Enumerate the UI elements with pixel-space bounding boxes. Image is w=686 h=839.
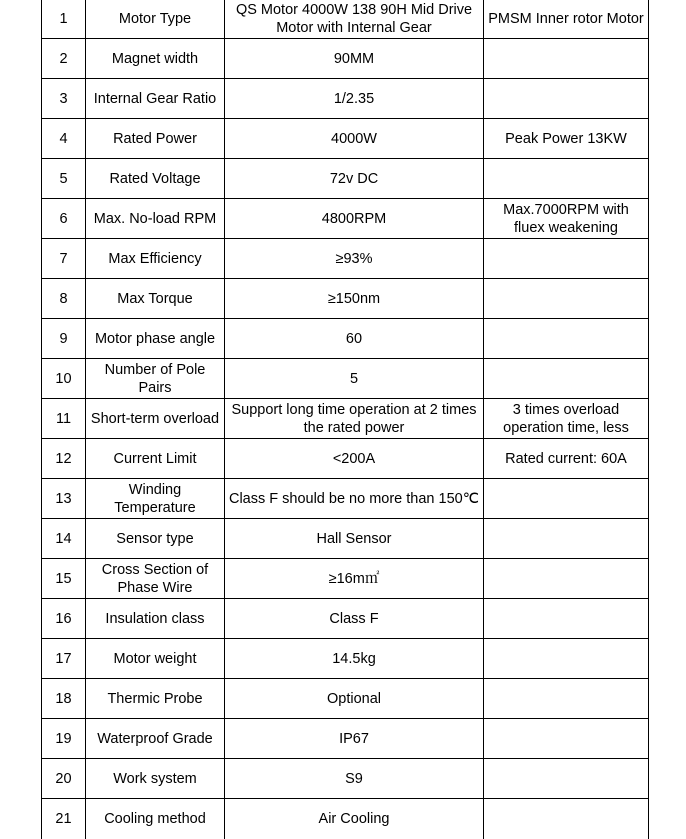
parameter-note-cell (484, 519, 649, 559)
row-number-cell (42, 719, 86, 759)
parameter-value-cell (225, 479, 484, 519)
parameter-value-cell (225, 759, 484, 799)
parameter-name-text: Magnet width (111, 50, 199, 67)
parameter-value-text: Class F should be no more than 150℃ (228, 490, 480, 507)
parameter-name-cell (86, 479, 225, 519)
parameter-note-cell (484, 719, 649, 759)
row-number-text: 10 (55, 370, 72, 387)
parameter-name-cell (86, 0, 225, 39)
parameter-note-text (486, 801, 646, 837)
row-number-text: 18 (55, 690, 72, 707)
parameter-name-text: Motor Type (118, 11, 192, 27)
row-number-text: 14 (55, 530, 72, 547)
table-row (42, 319, 649, 359)
parameter-name-cell (86, 239, 225, 279)
parameter-name-text: Work system (113, 770, 197, 787)
parameter-value-cell (225, 159, 484, 199)
parameter-note-cell (484, 639, 649, 679)
parameter-note-text (486, 761, 646, 797)
parameter-value-text: 60 (345, 330, 363, 347)
row-number-text: 16 (55, 610, 72, 627)
row-number-cell (42, 639, 86, 679)
row-number-cell (42, 759, 86, 799)
parameter-value-cell (225, 239, 484, 279)
row-number-text: 6 (59, 210, 68, 227)
parameter-note-text (486, 721, 646, 757)
table-row (42, 759, 649, 799)
row-number-cell (42, 0, 86, 39)
parameter-name-cell (86, 279, 225, 319)
parameter-note-text (486, 281, 646, 317)
row-number-text: 12 (55, 450, 72, 467)
parameter-note-text: PMSM Inner rotor Motor (488, 11, 644, 27)
row-number-text: 5 (59, 170, 68, 187)
row-number-cell (42, 599, 86, 639)
parameter-value-text: 1/2.35 (333, 90, 375, 107)
parameter-note-text (486, 81, 646, 117)
parameter-note-text: 3 times overload operation time, less (503, 401, 629, 436)
row-number-cell (42, 479, 86, 519)
row-number-cell (42, 239, 86, 279)
parameter-note-cell (484, 479, 649, 519)
row-number-cell (42, 39, 86, 79)
parameter-note-cell (484, 39, 649, 79)
row-number-cell (42, 199, 86, 239)
parameter-note-text: Peak Power 13KW (505, 130, 627, 147)
table-row (42, 79, 649, 119)
parameter-value-cell (225, 599, 484, 639)
parameter-value-text: Optional (326, 690, 381, 707)
row-number-text: 8 (59, 290, 68, 307)
parameter-value-text: S9 (345, 770, 363, 787)
row-number-cell (42, 519, 86, 559)
parameter-note-cell (484, 439, 649, 479)
parameter-name-text: Internal Gear Ratio (93, 90, 217, 107)
row-number-cell (42, 399, 86, 439)
table-row (42, 559, 649, 599)
parameter-value-cell (225, 639, 484, 679)
parameter-name-text: Max Torque (117, 290, 193, 307)
parameter-value-text: 5 (349, 370, 359, 387)
parameter-name-cell (86, 39, 225, 79)
parameter-value-text: 14.5kg (332, 650, 376, 667)
parameter-name-cell (86, 559, 225, 599)
parameter-note-text (486, 321, 646, 357)
parameter-note-text (486, 361, 646, 397)
row-number-cell (42, 119, 86, 159)
row-number-text: 11 (55, 410, 72, 427)
parameter-name-text: Max. No-load RPM (93, 210, 217, 227)
parameter-value-cell (225, 439, 484, 479)
parameter-note-text (486, 481, 646, 517)
parameter-name-text: Rated Voltage (109, 170, 201, 187)
row-number-cell (42, 439, 86, 479)
parameter-value-cell (225, 39, 484, 79)
table-row (42, 599, 649, 639)
parameter-name-cell (86, 399, 225, 439)
row-number-text: 9 (59, 330, 68, 347)
row-number-text: 2 (59, 50, 68, 67)
parameter-value-cell (225, 199, 484, 239)
table-row (42, 519, 649, 559)
parameter-name-text: Cross Section of Phase Wire (101, 561, 209, 596)
parameter-note-text (486, 41, 646, 77)
parameter-note-text (486, 521, 646, 557)
row-number-cell (42, 679, 86, 719)
parameter-note-cell (484, 319, 649, 359)
parameter-value-cell (225, 719, 484, 759)
row-number-text: 1 (59, 11, 68, 27)
parameter-value-text: Air Cooling (318, 810, 390, 827)
parameter-name-cell (86, 799, 225, 839)
parameter-value-cell (225, 79, 484, 119)
parameter-note-cell (484, 799, 649, 839)
row-number-cell (42, 279, 86, 319)
parameter-value-text: IP67 (339, 730, 369, 747)
row-number-text: 13 (55, 490, 72, 507)
parameter-note-text (486, 161, 646, 197)
row-number-text: 19 (55, 730, 72, 747)
parameter-note-cell (484, 359, 649, 399)
parameter-value-text: Class F (329, 610, 379, 627)
table-row (42, 479, 649, 519)
parameter-name-text: Thermic Probe (107, 690, 203, 707)
parameter-name-cell (86, 319, 225, 359)
parameter-note-cell (484, 239, 649, 279)
parameter-note-text (486, 681, 646, 717)
parameter-note-cell (484, 399, 649, 439)
parameter-name-cell (86, 679, 225, 719)
parameter-value-cell (225, 519, 484, 559)
parameter-value-text: 4000W (331, 130, 377, 147)
parameter-note-cell (484, 0, 649, 39)
parameter-name-text: Rated Power (113, 130, 197, 147)
spec-table-body (42, 0, 649, 839)
parameter-value-text: ≥16m㎡ (328, 570, 380, 587)
parameter-note-text (486, 561, 646, 597)
table-row (42, 399, 649, 439)
table-row (42, 199, 649, 239)
parameter-name-cell (86, 199, 225, 239)
table-row (42, 119, 649, 159)
row-number-text: 7 (59, 250, 68, 267)
table-row (42, 799, 649, 839)
table-row (42, 679, 649, 719)
parameter-name-text: Motor weight (113, 650, 197, 667)
parameter-name-cell (86, 119, 225, 159)
parameter-value-text: 90MM (333, 50, 375, 67)
parameter-note-cell (484, 79, 649, 119)
parameter-name-text: Waterproof Grade (97, 730, 213, 747)
parameter-value-text: Hall Sensor (316, 530, 392, 547)
parameter-name-cell (86, 79, 225, 119)
parameter-value-text: 72v DC (329, 170, 379, 187)
parameter-value-cell (225, 119, 484, 159)
parameter-name-cell (86, 719, 225, 759)
parameter-value-cell (225, 279, 484, 319)
parameter-name-text: Current Limit (113, 450, 197, 467)
parameter-value-cell (225, 319, 484, 359)
parameter-name-text: Motor phase angle (94, 330, 216, 347)
parameter-note-cell (484, 159, 649, 199)
table-row (42, 719, 649, 759)
parameter-value-text: ≥93% (335, 250, 373, 267)
row-number-text: 15 (55, 570, 72, 587)
parameter-name-text: Sensor type (116, 530, 194, 547)
parameter-name-text: Winding Temperature (114, 481, 196, 516)
parameter-note-cell (484, 559, 649, 599)
parameter-name-text: Insulation class (105, 610, 205, 627)
table-row (42, 439, 649, 479)
parameter-note-cell (484, 599, 649, 639)
parameter-value-cell (225, 679, 484, 719)
row-number-text: 21 (55, 810, 72, 827)
parameter-name-cell (86, 159, 225, 199)
parameter-name-cell (86, 359, 225, 399)
parameter-note-text (486, 601, 646, 637)
row-number-cell (42, 559, 86, 599)
parameter-note-text (486, 641, 646, 677)
table-row (42, 159, 649, 199)
parameter-value-cell (225, 799, 484, 839)
table-row (42, 239, 649, 279)
table-row (42, 639, 649, 679)
parameter-note-cell (484, 119, 649, 159)
parameter-name-text: Max Efficiency (108, 250, 202, 267)
parameter-note-text (486, 241, 646, 277)
row-number-cell (42, 159, 86, 199)
table-row (42, 39, 649, 79)
parameter-value-cell (225, 559, 484, 599)
row-number-text: 17 (55, 650, 72, 667)
parameter-name-cell (86, 639, 225, 679)
parameter-note-cell (484, 279, 649, 319)
parameter-name-text: Cooling method (104, 810, 206, 827)
row-number-cell (42, 359, 86, 399)
parameter-name-cell (86, 599, 225, 639)
parameter-name-text: Short-term overload (90, 410, 220, 427)
parameter-note-text: Rated current: 60A (505, 450, 627, 467)
row-number-text: 4 (59, 130, 68, 147)
row-number-cell (42, 799, 86, 839)
table-row (42, 279, 649, 319)
parameter-value-text: ≥150nm (327, 290, 381, 307)
parameter-name-cell (86, 519, 225, 559)
parameter-name-cell (86, 759, 225, 799)
table-row (42, 359, 649, 399)
row-number-cell (42, 79, 86, 119)
parameter-note-cell (484, 199, 649, 239)
parameter-value-text: Support long time operation at 2 times the rated power (231, 401, 477, 436)
parameter-name-text: Number of Pole Pairs (104, 361, 206, 396)
motor-spec-table (41, 0, 649, 839)
parameter-value-cell (225, 359, 484, 399)
parameter-name-cell (86, 439, 225, 479)
parameter-value-cell (225, 0, 484, 39)
parameter-value-text: <200A (332, 450, 376, 467)
parameter-note-cell (484, 759, 649, 799)
table-row (42, 0, 649, 39)
parameter-value-text: 4800RPM (321, 210, 387, 227)
parameter-value-text: QS Motor 4000W 138 90H Mid Drive Motor with Internal Gear (235, 2, 473, 36)
row-number-text: 3 (59, 90, 68, 107)
parameter-note-text: Max.7000RPM with fluex weakening (503, 201, 629, 236)
parameter-note-cell (484, 679, 649, 719)
row-number-cell (42, 319, 86, 359)
row-number-text: 20 (55, 770, 72, 787)
parameter-value-cell (225, 399, 484, 439)
